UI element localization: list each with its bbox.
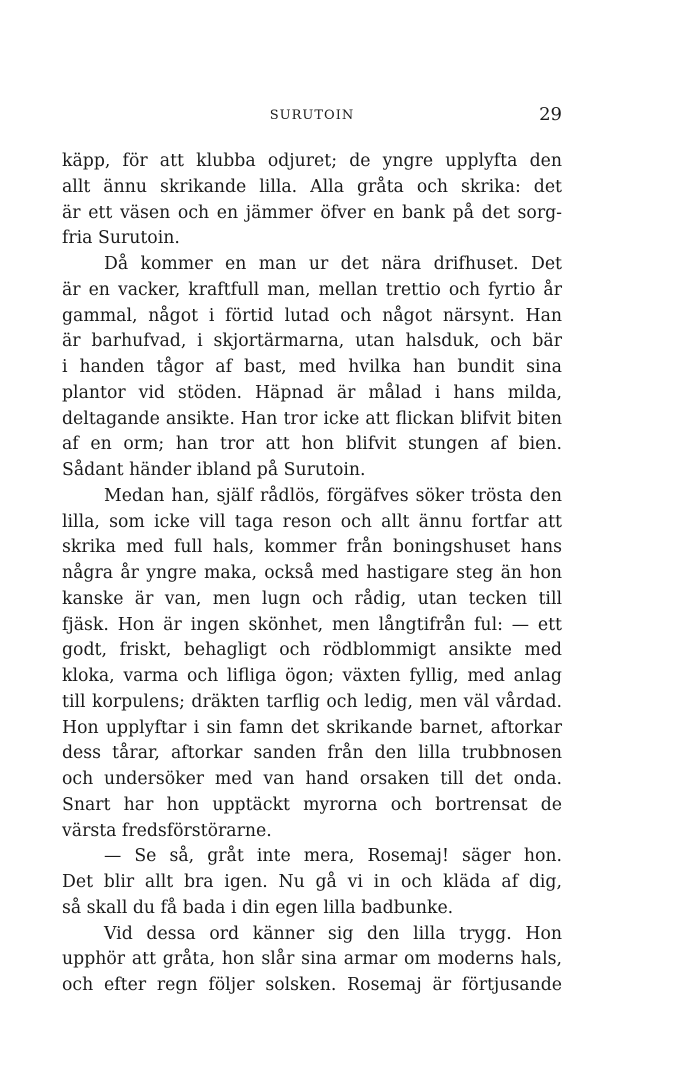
text-line: allt ännu skrikande lilla. Alla gråta och skrika: det [62,176,562,197]
text-line: värsta fredsförstörarne. [62,820,272,841]
text-line: är ett väsen och en jämmer öfver en bank på det sorg- [62,202,562,223]
text-line: kloka, varma och lifliga ögon; växten fyllig, med anlag [62,666,562,686]
text-line: plantor vid stöden. Häpnad är målad i hans milda, [62,382,562,403]
body-text [62,149,562,999]
text-line: upphör att gråta, hon slår sina armar om moderns hals, [62,949,562,970]
page-header [62,104,562,130]
text-line: så skall du få bada i din egen lilla badbunke. [62,897,454,918]
text-line: lilla, som icke vill taga reson och allt ännu fortfar att [62,511,562,532]
text-line: skrika med full hals, kommer från boningshuset hans [62,537,562,558]
text-line: Hon upplyftar i sin famn det skrikande barnet, aftorkar [62,717,562,738]
text-line: deltagande ansikte. Han tror icke att flickan blifvit biten [62,408,562,429]
text-line: Medan han, själf rådlös, förgäfves söker trösta den [104,485,562,506]
text-line: fria Surutoin. [62,228,180,249]
text-line: några år yngre maka, också med hastigare steg än hon [62,563,562,583]
text-line: kanske är van, men lugn och rådig, utan tecken till [62,588,562,609]
text-line: Det blir allt bra igen. Nu gå vi in och kläda af dig, [62,872,562,892]
text-line: och undersöker med van hand orsaken till det onda. [62,769,562,789]
text-line: fjäsk. Hon är ingen skönhet, men långtifrån ful: — ett [62,614,562,635]
running-title: SURUTOIN [269,108,355,123]
page-number: 29 [539,104,562,125]
text-line: till korpulens; dräkten tarflig och ledig, men väl vårdad. [62,691,562,712]
text-line: käpp, för att klubba odjuret; de yngre upplyfta den [62,151,562,171]
text-line: af en orm; han tror att hon blifvit stungen af bien. [62,434,562,455]
text-line: gammal, något i förtid lutad och något närsynt. Han [62,305,562,326]
text-line: — Se så, gråt inte mera, Rosemaj! säger hon. [104,846,562,867]
text-line: är barhufvad, i skjortärmarna, utan halsduk, och bär [62,331,562,352]
text-line: Sådant händer ibland på Surutoin. [62,460,366,480]
text-line: och efter regn följer solsken. Rosemaj är förtjusande [62,975,562,995]
text-line: är en vacker, kraftfull man, mellan trettio och fyrtio år [62,279,562,300]
text-line: dess tårar, aftorkar sanden från den lilla trubbnosen [62,743,562,764]
text-line: i handen tågor af bast, med hvilka han bundit sina [62,357,562,377]
text-line: Vid dessa ord känner sig den lilla trygg. Hon [104,923,562,944]
text-line: Snart har hon upptäckt myrorna och bortrensat de [62,794,562,815]
text-line: Då kommer en man ur det nära drifhuset. Det [104,254,562,274]
text-line: godt, friskt, behagligt och rödblommigt ansikte med [62,640,562,661]
